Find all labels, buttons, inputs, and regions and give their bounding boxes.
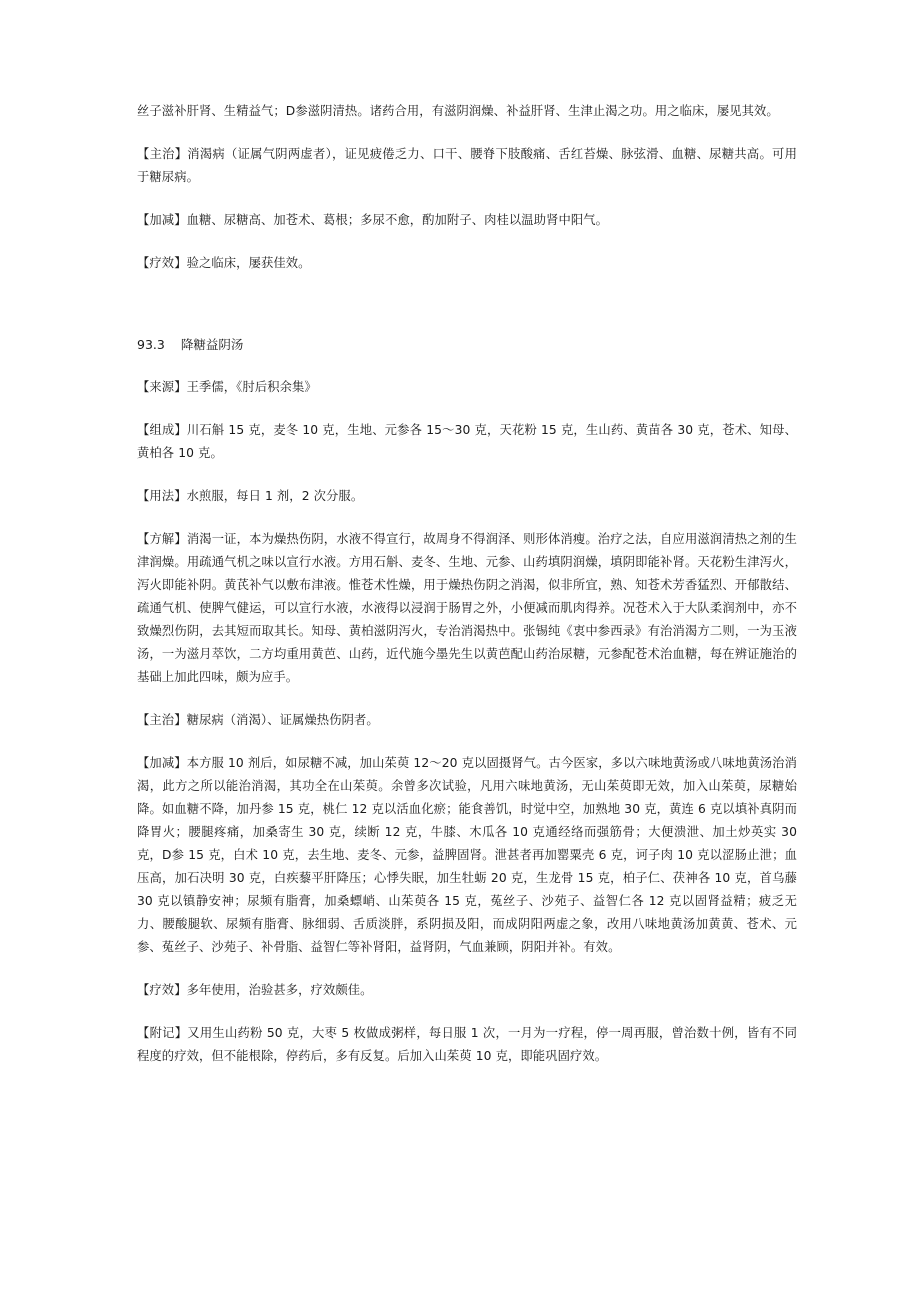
section-number: 93.3 <box>137 337 165 352</box>
paragraph-efficacy: 【疗效】验之临床，屡获佳效。 <box>137 256 311 270</box>
paragraph-modifications-2: 【加减】本方服 10 剂后，如尿糖不减，加山茱萸 12～20 克以固摄肾气。古今医家，多以六味地黄汤或八味地黄汤治消渴，此方之所以能治消渴，其功全在山茱萸。余曾多次试验，凡用六味地黄汤，无山茱萸即无效，加入山茱萸，尿糖始降。如血糖不降，加丹参 15 克，桃仁 12 克以活血化瘀；能食善饥，时觉中空，加熟地 30 克，黄连 6 克以填补真阴而降胃火；腰腿疼痛，加桑寄生 30 克，续断 12 克，牛膝、木瓜各 10 克通经络而强筋骨；大便溃泄、加土炒英实 30 克，D参 15 克，白术 10 克，去生地、麦冬、元参，益脾固肾。泄甚者再加罂粟壳 6 克，诃子肉 10 克以涩肠止泄；血压高，加石决明 30 克，白疾藜平肝降压；心悸失眠，加生牡蛎 20 克，生龙骨 15 克，柏子仁、茯神各 10 克，首乌藤 30 克以镇静安神；尿频有脂膏，加桑螵峭、山茱萸各 15 克，菟丝子、沙苑子、益智仁各 12 克以固肾益精；疲乏无力、腰酸腿软、尿频有脂膏、脉细弱、舌质淡胖，系阴损及阳，而成阴阳两虚之象，改用八味地黄汤加黄黄、苍术、元参、菟丝子、沙苑子、补骨脂、益智仁等补肾阳，益肾阴，气血兼顾，阴阳并补。有效。 <box>137 756 797 954</box>
paragraph-usage: 【用法】水煎服，每日 1 剂，2 次分服。 <box>137 489 364 503</box>
paragraph-indications-2: 【主治】糖尿病（消渴）、证属燥热伤阴者。 <box>137 713 379 727</box>
paragraph-composition: 【组成】川石斛 15 克，麦冬 10 克，生地、元参各 15～30 克，天花粉 15 克，生山药、黄苗各 30 克，苍术、知母、黄柏各 10 克。 <box>137 423 797 460</box>
document-page <box>137 100 797 1088</box>
paragraph-indications: 【主治】消渴病（证属气阴两虚者），证见疲倦乏力、口干、腰脊下肢酸痛、舌红苔燥、脉弦滑、血糖、尿糖共高。可用于糖尿病。 <box>137 147 797 184</box>
paragraph-appendix: 【附记】又用生山药粉 50 克，大枣 5 枚做成粥样，每日服 1 次，一月为一疗程，停一周再服，曾治数十例，皆有不同程度的疗效，但不能根除，停药后，多有反复。后加入山茱萸 10 克，即能巩固疗效。 <box>137 1026 797 1063</box>
section-spacer <box>137 295 797 333</box>
paragraph-source: 【来源】王季儒，《肘后积余集》 <box>137 380 317 394</box>
paragraph-formula-explanation: 【方解】消渴一证，本为燥热伤阴，水液不得宣行，故周身不得润泽、则形体消瘦。治疗之法，自应用滋润清热之剂的生津润燥。用疏通气机之味以宣行水液。方用石斛、麦冬、生地、元参、山药填阴润燥，填阴即能补肾。天花粉生津泻火，泻火即能补阴。黄芪补气以敷布津液。惟苍术性燥，用于燥热伤阴之消渴，似非所宜，熟、知苍术芳香猛烈、开郁散结、疏通气机、使脾气健运，可以宣行水液，水液得以浸润于肠胃之外，小便减而肌肉得养。况苍术入于大队柔润剂中，亦不致燥烈伤阴，去其短而取其长。知母、黄柏滋阴泻火，专治消渴热中。张锡纯《衷中参西录》有治消渴方二则，一为玉液汤，一为滋月萃饮，二方均重用黄芭、山药，近代施今墨先生以黄芭配山药治尿糖，元参配苍术治血糖，每在辨证施治的基础上加此四味，颇为应手。 <box>137 532 797 684</box>
paragraph-efficacy-2: 【疗效】多年使用，治验甚多，疗效颇佳。 <box>137 983 373 997</box>
section-heading <box>137 333 797 356</box>
paragraph-continuation: 丝子滋补肝肾、生精益气；D参滋阴清热。诸药合用，有滋阴润燥、补益肝肾、生津止渴之功。用之临床，屡见其效。 <box>137 104 779 118</box>
paragraph-modifications: 【加减】血糖、尿糖高、加苍术、葛根；多尿不愈，酌加附子、肉桂以温助肾中阳气。 <box>137 213 609 227</box>
section-title: 降糖益阴汤 <box>180 337 244 352</box>
